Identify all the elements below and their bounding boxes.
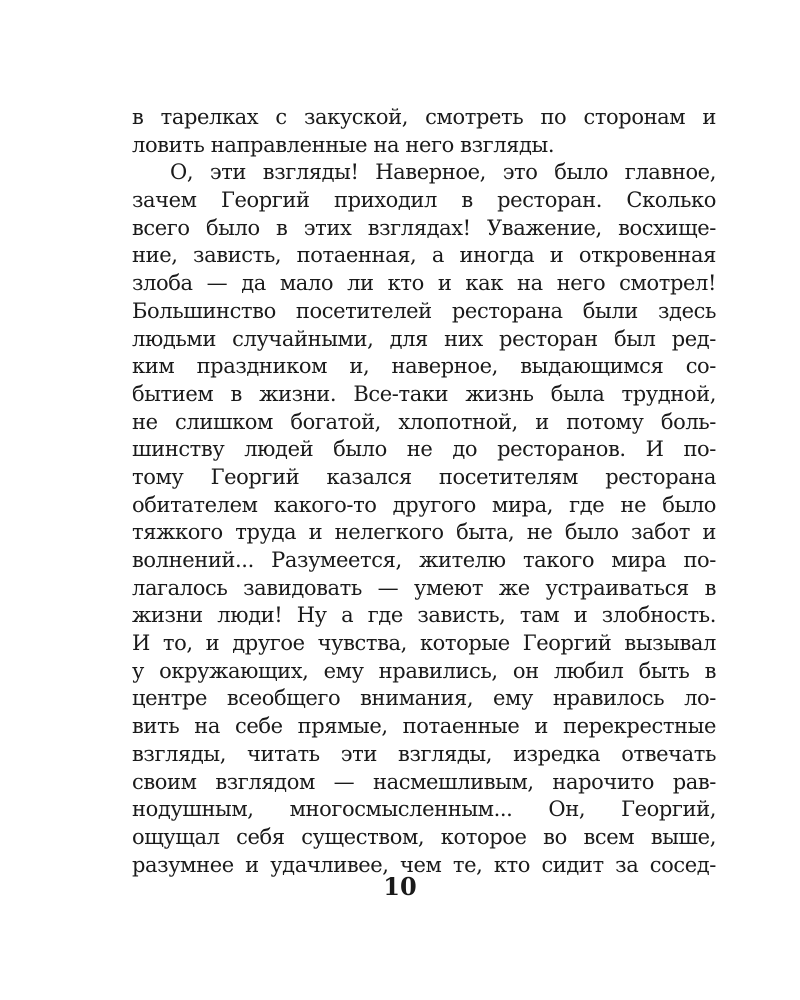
text-line: ние, зависть, потаенная, а иногда и откровенная <box>132 243 716 268</box>
text-line: всего было в этих взглядах! Уважение, восхище- <box>132 215 716 240</box>
text-line: лагалось завидовать — умеют же устраиваться в <box>132 575 716 600</box>
text-line: О, эти взгляды! Наверное, это было главное, <box>170 160 716 185</box>
text-line: злоба — да мало ли кто и как на него смотрел! <box>132 271 716 296</box>
text-line: центре всеобщего внимания, ему нравилось ло- <box>132 686 716 711</box>
text-line: Большинство посетителей ресторана были здесь <box>132 298 716 323</box>
text-line: И то, и другое чувства, которые Георгий вызывал <box>132 631 716 656</box>
text-line: нодушным, многосмысленным... Он, Георгий, <box>132 797 716 822</box>
text-line: бытием в жизни. Все-таки жизнь была трудной, <box>132 381 716 406</box>
text-line: своим взглядом — насмешливым, нарочито рав- <box>132 769 716 794</box>
text-line: в тарелках с закуской, смотреть по сторонам и <box>132 105 716 129</box>
text-line: ощущал себя существом, которое во всем выше, <box>132 824 716 849</box>
text-line: не слишком богатой, хлопотной, и потому боль- <box>132 409 716 434</box>
text-line: жизни люди! Ну а где зависть, там и злобность. <box>132 603 716 628</box>
text-line: разумнее и удачливее, чем те, кто сидит за сосед- <box>132 852 716 877</box>
text-line: вить на себе прямые, потаенные и перекрестные <box>132 714 716 739</box>
text-line: людьми случайными, для них ресторан был ред- <box>132 326 716 351</box>
page-number: 10 <box>383 872 417 901</box>
text-line: шинству людей было не до ресторанов. И по- <box>132 437 716 462</box>
text-line: зачем Георгий приходил в ресторан. Сколько <box>132 188 716 213</box>
text-line: тому Георгий казался посетителям ресторана <box>132 464 716 489</box>
text-line: волнений... Разумеется, жителю такого мира по- <box>132 548 716 572</box>
text-line: у окружающих, ему нравились, он любил быть в <box>132 658 716 683</box>
page-text <box>132 104 716 879</box>
text-line: ловить направленные на него взгляды. <box>132 132 555 157</box>
text-line: обитателем какого-то другого мира, где не было <box>132 492 716 517</box>
text-line: ким праздником и, наверное, выдающимся со- <box>132 354 716 379</box>
text-line: взгляды, читать эти взгляды, изредка отвечать <box>132 741 716 766</box>
text-line: тяжкого труда и нелегкого быта, не было забот и <box>132 520 716 545</box>
